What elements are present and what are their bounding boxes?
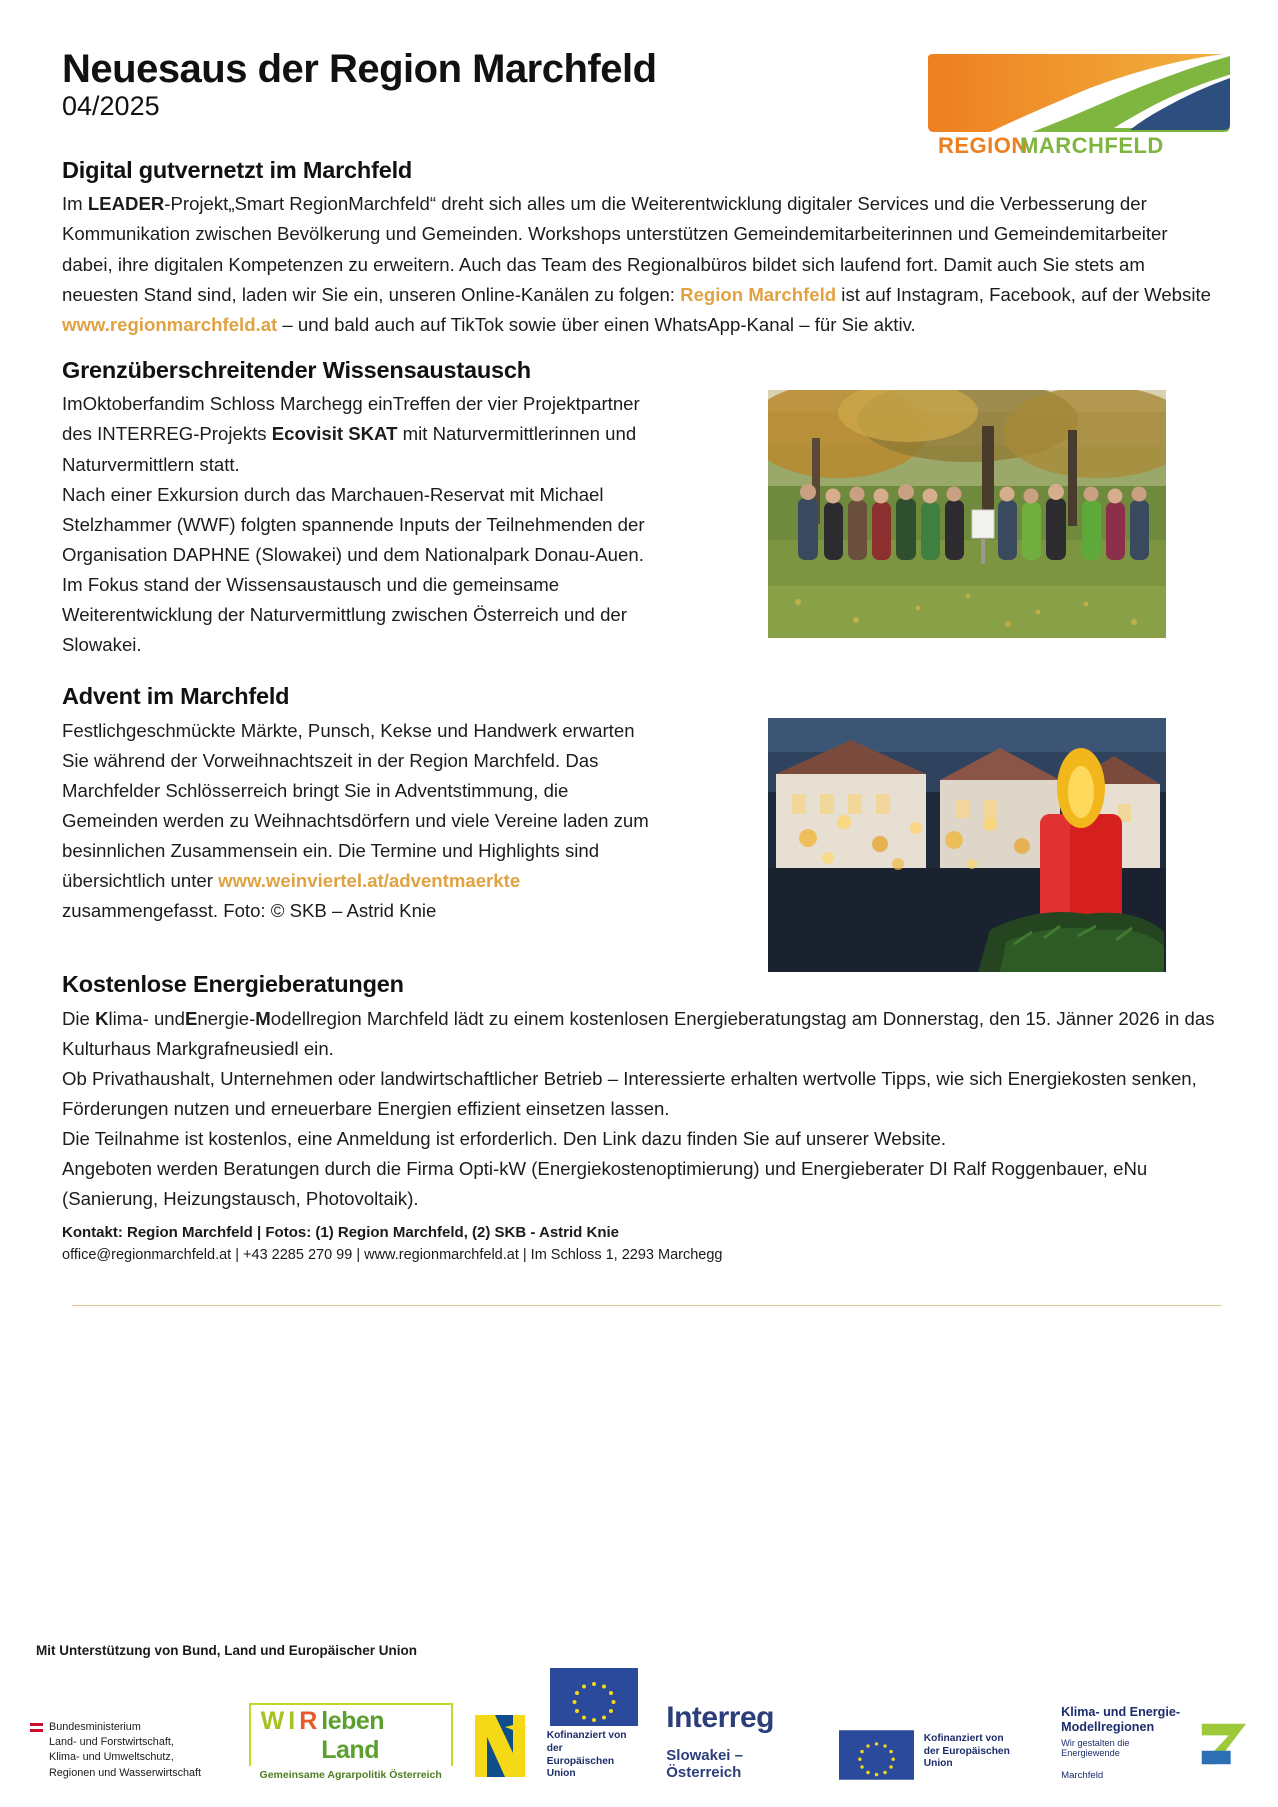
- page-title: Neuesaus der Region Marchfeld: [62, 47, 657, 91]
- issue-number: 04/2025: [62, 91, 160, 121]
- wir-letter-r: R: [299, 1707, 317, 1735]
- body-text: Im: [62, 193, 88, 215]
- main-content: [0, 156, 1278, 1267]
- photo-advent-candle: [768, 718, 1166, 972]
- contact-line-bold: Kontakt: Region Marchfeld | Fotos: (1) Region Marchfeld, (2) SKB - Astrid Knie: [62, 1224, 619, 1242]
- body-text: Die Teilnahme ist kostenlos, eine Anmeldung ist erforderlich. Den Link dazu finden Sie auf unserer Website.: [62, 1128, 947, 1150]
- emphasis-text: M: [255, 1007, 271, 1029]
- accent-link-text[interactable]: www.regionmarchfeld.at: [62, 313, 278, 335]
- logo-niederoesterreich: [471, 1711, 529, 1781]
- emphasis-text: K: [95, 1007, 109, 1029]
- eu-right-line-2: der Europäischen Union: [923, 1745, 1010, 1770]
- photo-group-excursion: [768, 390, 1166, 638]
- wir-letter-i: I: [288, 1707, 295, 1735]
- ministry-line-1: Bundesministerium: [49, 1720, 141, 1733]
- eu-flag-icon: [550, 1668, 638, 1726]
- eu-flag-icon: [839, 1729, 914, 1781]
- section-digital: [62, 156, 1222, 340]
- logo-interreg: [666, 1703, 816, 1781]
- emphasis-text: LEADER: [87, 193, 165, 215]
- logo-word-region: REGION: [938, 133, 1028, 158]
- wir-subtitle: Gemeinsame Agrarpolitik Österreich: [259, 1769, 442, 1781]
- logo-eu-kofinanziert-left: [547, 1668, 643, 1781]
- logo-svg: [924, 52, 1234, 160]
- footer-divider: [72, 1305, 1222, 1306]
- logo-klima-energie-modellregion: [1061, 1705, 1248, 1781]
- emphasis-text: Ecovisit SKAT: [271, 423, 398, 445]
- section-paragraph: [62, 389, 654, 660]
- section-heading: Digital gutvernetzt im Marchfeld: [62, 157, 413, 183]
- footer-logo-row: [30, 1668, 1248, 1781]
- body-text: lima- und: [108, 1007, 185, 1029]
- body-text: zusammengefasst. Foto: © SKB – Astrid Knie: [62, 900, 437, 922]
- footer-support-line: Mit Unterstützung von Bund, Land und Europäischer Union: [36, 1643, 417, 1658]
- section-paragraph: [62, 1004, 1222, 1215]
- section-paragraph: [62, 716, 654, 927]
- body-text: nergie-: [197, 1007, 256, 1029]
- body-text: Angeboten werden Beratungen durch die Firma Opti-kW (Energiekostenoptimierung) und Energieberater DI Ralf Roggenbauer, eNu (Sanierung, Heizungstausch, Photovoltaik).: [62, 1158, 1148, 1210]
- interreg-programme: Slowakei – Österreich: [666, 1747, 743, 1781]
- noe-n-icon: [471, 1711, 529, 1781]
- ministry-line-2: Land- und Forstwirtschaft,: [49, 1736, 174, 1749]
- body-text: Festlichgeschmückte Märkte, Punsch, Kekse und Handwerk erwarten Sie während der Vorweihnachtszeit in der Region Marchfeld. Das Marchfelder Schlösserreich bringt Sie in Adventstimmung, die Gemeinden werden zu Weihnachtsdörfern und viele Vereine laden zum besinnlichen Zusammensein ein. Die Termine und Highlights sind übersichtlich unter: [62, 719, 649, 892]
- eu-left-line-1: Kofinanziert von der: [546, 1730, 627, 1754]
- section-heading: Kostenlose Energieberatungen: [62, 971, 404, 998]
- section-heading: Advent im Marchfeld: [62, 683, 290, 710]
- ministry-line-4: Regionen und Wasserwirtschaft: [49, 1766, 202, 1779]
- body-text: ImOktoberfandim Schloss Marchegg einTreffen der vier Projektpartner des INTERREG-Projekts: [62, 393, 640, 445]
- wir-letter-w: W: [260, 1707, 284, 1735]
- body-text: Ob Privathaushalt, Unternehmen oder landwirtschaftlicher Betrieb – Interessierte erhalten wertvolle Tipps, wie sich Energiekosten senken, Förderungen nutzen und erneuerbare Energien effizient einsetzen lassen.: [62, 1067, 1197, 1119]
- accent-link-text[interactable]: Region Marchfeld: [680, 283, 837, 305]
- section-paragraph: [62, 189, 1222, 340]
- kem-title-2: Modellregionen: [1061, 1720, 1155, 1735]
- contact-line-details: office@regionmarchfeld.at | +43 2285 270 99 | www.regionmarchfeld.at | Im Schloss 1, 2293 Marchegg: [62, 1246, 723, 1263]
- ministry-line-3: Klima- und Umweltschutz,: [49, 1751, 174, 1764]
- wir-text-leben-land: leben Land: [321, 1707, 385, 1764]
- section-energieberatungen: [62, 970, 1222, 1266]
- body-text: ist auf Instagram, Facebook, auf der Website: [836, 283, 1211, 305]
- photo-group-svg: [768, 390, 1166, 638]
- body-text: -Projekt„Smart RegionMarchfeld“ dreht sich alles um die Weiterentwicklung digitaler Services und die Verbesserung der Kommunikation zwischen Bevölkerung und Gemeinden. Workshops unterstützen Gemeindemitarbeiterinnen und Gemeindemitarbeiter dabei, ihre digitalen Kompetenzen zu erweitern. Auch das Team des Regionalbüros bildet sich laufend fort. Damit auch Sie stets am neuesten Stand sind, laden wir Sie ein, unseren Online-Kanälen zu folgen:: [62, 193, 1168, 305]
- logo-word-marchfeld: MARCHFELD: [1020, 133, 1164, 158]
- emphasis-text: E: [185, 1007, 198, 1029]
- body-text: – und bald auch auf TikTok sowie über einen WhatsApp-Kanal – für Sie aktiv.: [277, 313, 916, 335]
- eu-right-line-1: Kofinanziert von: [923, 1732, 1004, 1744]
- kem-mark-icon: [1196, 1721, 1248, 1767]
- logo-bundesministerium: [30, 1720, 231, 1781]
- kem-title-1: Klima- und Energie-: [1061, 1704, 1181, 1719]
- interreg-wordmark: Interreg: [666, 1701, 774, 1734]
- photo-advent-svg: [768, 718, 1166, 972]
- section-heading: Grenzüberschreitender Wissensaustausch: [62, 356, 531, 383]
- body-text: mit Naturvermittlerinnen und Naturvermittlern statt.: [62, 423, 637, 475]
- footer-logos: [0, 1643, 1278, 1781]
- austria-flag-icon: [30, 1723, 43, 1732]
- logo-eu-kofinanziert-right: [839, 1729, 1037, 1781]
- section-wissensaustausch: [62, 356, 1222, 660]
- logo-wir-leben-land: [249, 1703, 453, 1781]
- kem-subtitle: Wir gestalten die Energiewende: [1061, 1738, 1130, 1758]
- page-header: [0, 0, 1278, 158]
- kem-region: Marchfeld: [1061, 1770, 1104, 1781]
- body-text: Nach einer Exkursion durch das Marchauen-Reservat mit Michael Stelzhammer (WWF) folgten spannende Inputs der Teilnehmenden der Organisation DAPHNE (Slowakei) und dem Nationalpark Donau-Auen. Im Fokus stand der Wissensaustausch und die gemeinsame Weiterentwicklung der Naturvermittlung zwischen Österreich und der Slowakei.: [62, 483, 645, 656]
- body-text: odellregion Marchfeld lädt zu einem kostenlosen Energieberatungstag am Donnerstag, den 15. Jänner 2026 in das Kulturhaus Markgrafneusiedl ein.: [62, 1007, 1215, 1059]
- region-marchfeld-logo: [924, 52, 1234, 160]
- section-advent: [62, 682, 1222, 944]
- eu-left-line-2: Europäischen Union: [546, 1755, 615, 1780]
- body-text: Die: [62, 1007, 96, 1029]
- accent-link-text[interactable]: www.weinviertel.at/adventmaerkte: [218, 870, 521, 892]
